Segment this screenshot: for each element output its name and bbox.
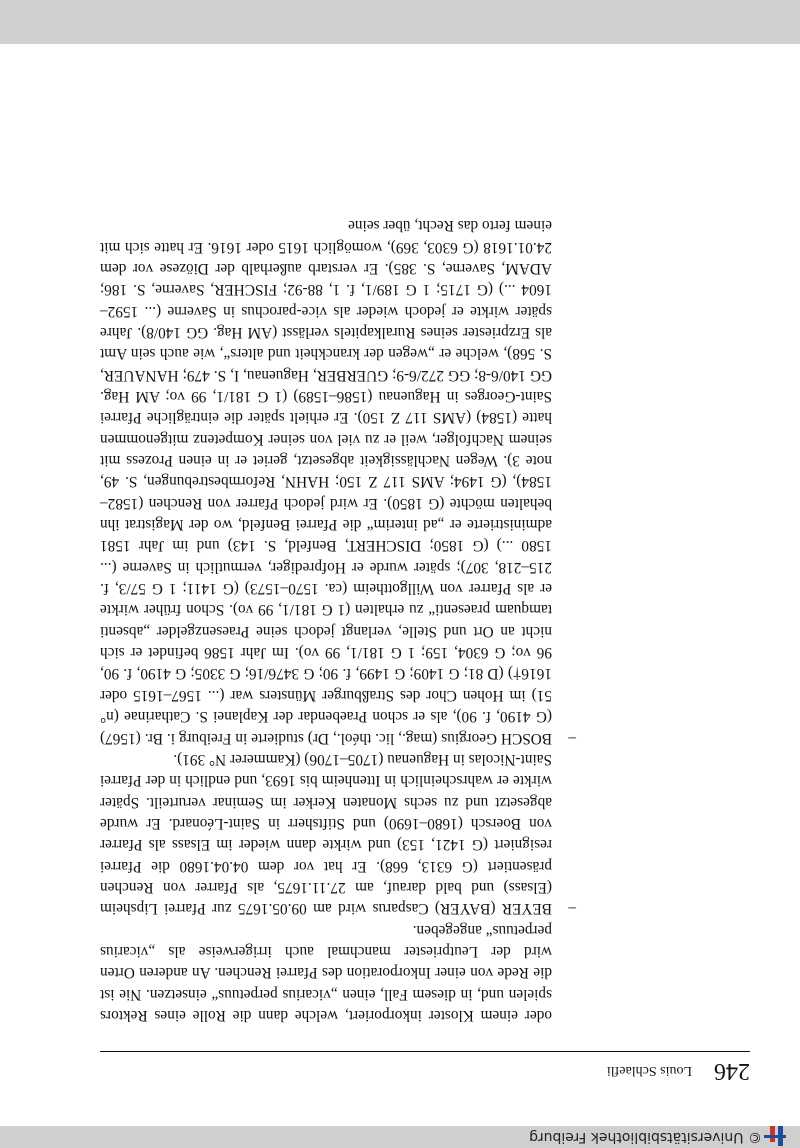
running-head: Louis Schlaefli	[606, 1063, 692, 1078]
entry-text: BOSCH Georgius (mag., lic. théol., Dr) studierte in Freiburg i. Br. (1567) (G 4190, f. 90), als er schon Praebendar der Kaplanei S. Catharinae (n° 51) im Hohen Chor des Straßburger Münsters war (... 1567–1615 oder 1616†) (D 81; G 1409; G 1499, f. 90; G 3476/16; G 3305; G 4190, f. 90, 96 vo; G 6304, 159; 1 G 181/1, 99 vo). Im Jahr 1586 befindet er sich nicht an Ort und Stelle, verlangt jedoch seine Praesenzgelder „absenti tamquam praesenti“ zu erhalten (1 G 181/1, 99 vo). Schon früher wirkte er als Pfarrer von Willgottheim (ca. 1570–1573) (G 1411; 1 G 57/3, f. 215–218, 307); später wurde er Hofprediger, vermutlich in Saverne (... 1580 ...) (G 1850; DISCHERT, Benfeld, S. 143) und im Jahr 1581 administrierte er „ad interim“ die Pfarrei Benfeld, wo der Magistrat ihn behalten möchte (G 1850). Er wird jedoch Pfarrer von Renchen (1582–1584), (G 1494; AMS 117 Z 150; HAHN, Reformbestrebungen, S. 49, note 3). Wegen Nachlässigkeit abgesetzt, geriet er in einen Prozess mit seinem Nachfolger, weil er zu viel von seiner Kompetenz mitgenommen hatte (1584) (AMS 117 Z 150). Er erhielt später die einträgliche Pfarrei Saint-Georges in Haguenau (1586–1589) (1 G 181/1, 99 vo; AM Hag. GG 140/6-8; GG 272/6-9; GUERBER, Haguenau, I, S. 479; HANAUER, S. 568), welche er „wegen der kranckheit und alters“, wie auch sein Amt als Erzpriester seines Ruralkapitels verlässt (AM Hag. GG 140/8). Jahre später wirkte er jedoch wieder als vice-parochus in Saverne (... 1592–1604 ...) (G 1715; 1 G 189/1, f. 1, 88-92; FISCHER, Saverne, S. 186; ADAM, Saverne, S. 385). Er verstarb außerhalb der Diözese vor dem 24.01.1618 (G 6303, 369), womöglich 1615 oder 1616. Er hatte sich mit einem ferto das Recht, über seine	[100, 217, 552, 747]
entry-dash: –	[568, 729, 576, 747]
entry-beyer	[100, 749, 576, 920]
header-rule	[100, 1051, 750, 1052]
university-logo-icon	[764, 1124, 786, 1148]
library-footer-bar	[0, 0, 800, 44]
entry-bosch	[100, 215, 576, 749]
entry-text: BEYER (BAYER) Casparus wird am 09.05.1675 zur Pfarrei Lipsheim (Elsass) und bald darauf, am 27.11.1675, als Pfarrer von Renchen präsentiert (G 6313, 668). Er hat vor dem 04.04.1680 die Pfarrei resigniert (G 1421, 153) und wirkte dann wieder im Elsass als Pfarrer von Boersch (1680–1690) und Stiftsherr in Saint-Léonard. Er wurde abgesetzt und zu sechs Monaten Kerker im Seminar verurteilt. Später wirkte er wahrscheinlich in Ittenheim bis 1693, und endlich in der Pfarrei Saint-Nicolas in Haguenau (1705–1706) (Kammerer N° 391).	[100, 750, 552, 918]
intro-paragraph: oder einem Kloster inkorporiert, welche dann die Rolle eines Rektors spielen und, in diesem Fall, einen „vicarius perpetuus“ einsetzen. Nie ist die Rede von einer Inkorporation des Pfarrei Renchen. An anderen Orten wird der Leutpriester manchmal auch irrigerweise als „vicarius perpetuus“ angegeben.	[100, 921, 552, 1024]
page-number: 246	[714, 1058, 750, 1084]
entry-dash: –	[568, 900, 576, 918]
body-text	[100, 215, 576, 1026]
library-copyright-top: © Universitätsbibliothek Freiburg	[529, 1129, 762, 1145]
library-header-bar	[0, 1126, 800, 1148]
